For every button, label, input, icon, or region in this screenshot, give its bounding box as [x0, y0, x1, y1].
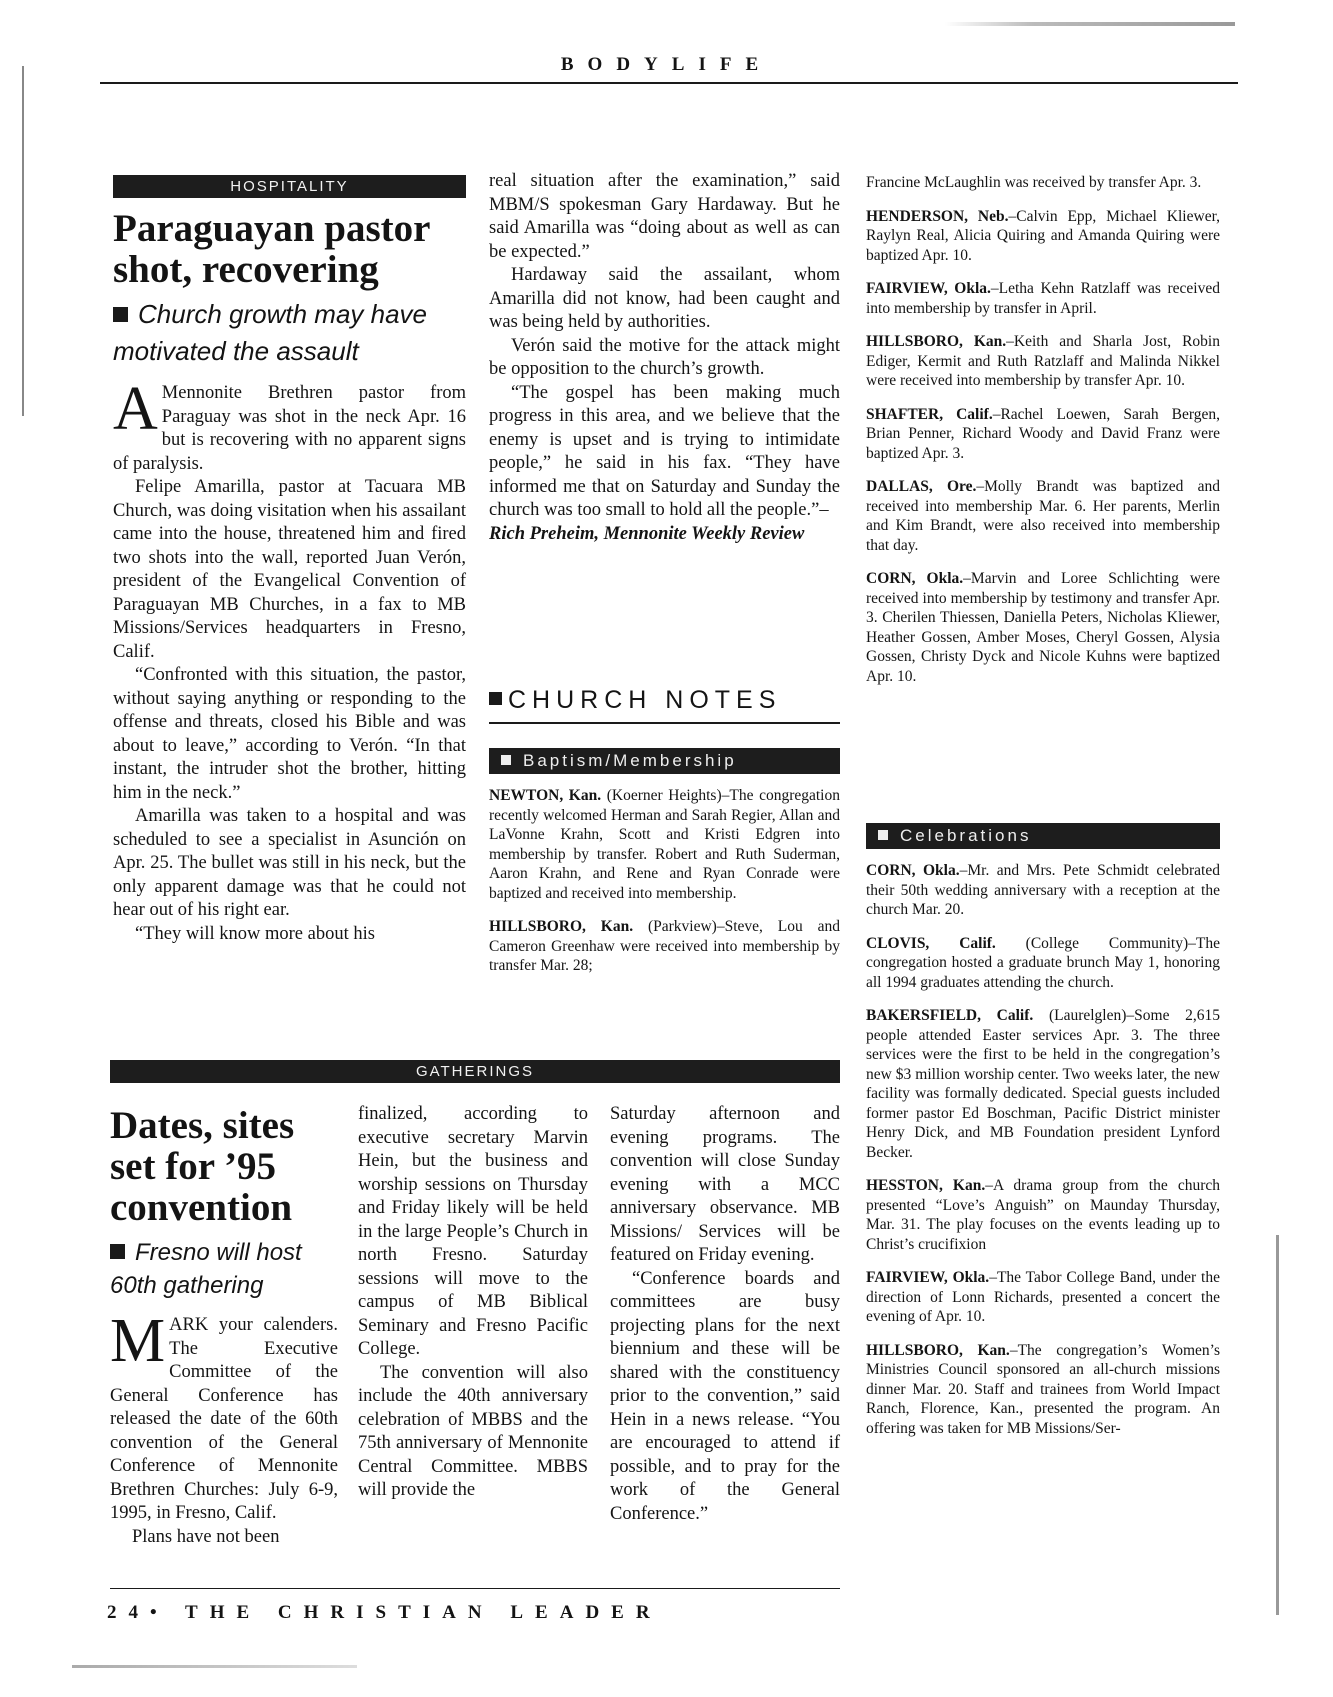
headline-line: shot, recovering — [113, 248, 379, 291]
paragraph: Saturday afternoon and evening programs. The convention will close Sunday evening with a MCC anniversary observance. MB Missions/ Services will be featured on Friday evening. — [610, 1104, 840, 1265]
paragraph: real situation after the examination,” said MBM/S spokesman Gary Hardaway. But he said Amarilla was “doing about as well as can be expected.” — [489, 171, 840, 262]
note-place: CORN, Okla. — [866, 862, 960, 879]
note-item — [866, 405, 1220, 464]
church-notes-heading — [489, 685, 840, 715]
note-text: (Parkview)–Steve, Lou and Cameron Greenhaw were received into membership by transfer Mar. 28; — [489, 918, 840, 974]
drop-cap: M — [110, 1307, 166, 1375]
bullet-square-icon — [489, 692, 502, 705]
scan-edge-bottom — [72, 1665, 357, 1668]
note-place: HESSTON, Kan. — [866, 1177, 986, 1194]
church-notes-title: CHURCH NOTES — [508, 686, 782, 714]
page-header-title: BODYLIFE — [560, 54, 773, 75]
story1-body — [113, 375, 466, 946]
subsection-title: Baptism/Membership — [523, 751, 737, 770]
scan-edge-right — [1276, 1235, 1279, 1615]
note-item: Francine McLaughlin was received by transfer Apr. 3. — [866, 174, 1202, 191]
note-place: NEWTON, Kan. — [489, 787, 602, 804]
paragraph: “The gospel has been making much progress in this area, and we believe that the enemy is upset and is trying to intimidate people,” he said in his fax. “They have informed me that on Saturday and Sunday the church was too small to hold all the people.”– — [489, 382, 840, 520]
note-item — [866, 861, 1220, 920]
note-item — [866, 934, 1220, 993]
note-item — [866, 1006, 1220, 1162]
story-hospitality-col2 — [489, 170, 840, 546]
subsection-bar-baptism — [489, 748, 840, 774]
note-item — [866, 332, 1220, 391]
deck-line: Church growth may have — [138, 299, 428, 329]
section-label-gatherings: GATHERINGS — [110, 1060, 840, 1083]
header-rule — [100, 82, 1238, 84]
headline-line: set for ’95 — [110, 1145, 277, 1188]
note-place: HENDERSON, Neb. — [866, 207, 1009, 225]
paragraph: Amarilla was taken to a hospital and was scheduled to see a specialist in Asunción on Apr. 25. The bullet was still in his neck, but the only apparent damage was that he could not hear out of his right ear. — [113, 806, 466, 920]
note-item — [489, 786, 840, 903]
bullet-square-icon — [110, 1244, 125, 1259]
note-place: FAIRVIEW, Okla. — [866, 1269, 990, 1286]
subsection-bar-celebrations — [866, 823, 1220, 849]
story-gatherings-col3 — [610, 1103, 840, 1526]
note-item — [866, 1268, 1220, 1327]
note-text: –Rachel Loewen, Sarah Bergen, Brian Penner, Richard Woody and David Franz were baptized Apr. 3. — [866, 405, 1220, 462]
story2-deck — [110, 1236, 338, 1302]
note-place: HILLSBORO, Kan. — [866, 1341, 1010, 1359]
story-gatherings-col1 — [110, 1105, 338, 1549]
lead-paragraph — [113, 375, 466, 476]
headline-line: Paraguayan pastor — [113, 207, 431, 250]
note-place: HILLSBORO, Kan. — [489, 918, 634, 935]
section-label-hospitality: HOSPITALITY — [113, 175, 466, 198]
deck-line: Fresno will host — [135, 1239, 302, 1266]
note-text: (Koerner Heights)–The congregation recently welcomed Herman and Sarah Regier, Allan and LaVonne Krahn, Scott and Kristi Edgren into membership by transfer. Robert and Ruth Suderman, Aaron Krahn, and Rene and Ryan Conrade were baptized and received into membership. — [489, 787, 840, 902]
paragraph: Hardaway said the assailant, whom Amarilla did not know, had been caught and was being held by authorities. — [489, 265, 840, 332]
bullet-square-icon — [113, 307, 128, 322]
scan-edge-left — [22, 66, 24, 416]
church-notes-col2 — [489, 786, 840, 990]
headline-line: Dates, sites — [110, 1104, 295, 1147]
note-text: –Calvin Epp, Michael Kliewer, Raylyn Real, Alicia Quiring and Amanda Quiring were baptized Apr. 10. — [866, 207, 1220, 264]
paragraph: “They will know more about his — [135, 923, 375, 944]
bullet-square-icon — [878, 830, 888, 840]
drop-cap: A — [113, 375, 158, 443]
note-text: –A drama group from the church presented “Love’s Anguish” on Maunday Thursday, Mar. 31. The play focuses on the events leading up to Christ’s crucifixion — [866, 1177, 1220, 1253]
story1-headline — [113, 208, 466, 290]
note-text: –Keith and Sharla Jost, Robin Ediger, Kermit and Ruth Ratzlaff and Malinda Nikkel were received into membership by transfer Apr. 10. — [866, 333, 1220, 389]
byline: Rich Preheim, Mennonite Weekly Review — [489, 523, 805, 544]
note-item — [866, 279, 1220, 318]
note-item — [866, 569, 1220, 686]
lead-paragraph — [110, 1307, 338, 1526]
story-hospitality-col1 — [113, 175, 466, 946]
paragraph-text: ARK your calenders. The Executive Committee of the General Conference has released the date of the 60th convention of the General Conference of Mennonite Brethren Churches: July 6-9, 1995, in Fresno, Calif. — [110, 1315, 338, 1523]
paragraph-text: Mennonite Brethren pastor from Paraguay was shot in the neck Apr. 16 but is recovering with no apparent signs of paralysis. — [113, 383, 466, 474]
paragraph: finalized, according to executive secretary Marvin Hein, but the business and worship sessions on Thursday and Friday likely will be held in the large People’s Church in north Fresno. Saturday sessions will move to the campus of MB Biblical Seminary and Fresno Pacific College. — [358, 1104, 588, 1359]
paragraph: Plans have not been — [132, 1526, 280, 1547]
note-text: –Molly Brandt was baptized and received into membership Mar. 6. Her parents, Merlin and Kim Brandt, were also received into membership that day. — [866, 478, 1220, 554]
story2-headline — [110, 1105, 338, 1228]
story2-body-col1 — [110, 1307, 338, 1549]
note-place: DALLAS, Ore. — [866, 478, 977, 495]
note-item — [866, 1176, 1220, 1254]
footer-rule — [110, 1588, 840, 1589]
paragraph: Felipe Amarilla, pastor at Tacuara MB Church, was doing visitation when his assailant came into the house, threatened him and fired two shots into the wall, reported Juan Verón, president of the Evangelical Convention of Paraguayan MB Churches, in a fax to MB Missions/Services headquarters in Fresno, Calif. — [113, 477, 466, 662]
deck-line: motivated the assault — [113, 336, 359, 366]
deck-line: 60th gathering — [110, 1272, 264, 1299]
church-notes-col3-celebrations — [866, 861, 1220, 1452]
note-text: –Letha Kehn Ratzlaff was received into membership by transfer in April. — [866, 280, 1220, 317]
paragraph: The convention will also include the 40th anniversary celebration of MBBS and the 75th anniversary of Mennonite Central Committee. MBBS will provide the — [358, 1362, 588, 1500]
note-place: FAIRVIEW, Okla. — [866, 280, 991, 297]
note-item — [489, 917, 840, 976]
note-text: –The congregation’s Women’s Ministries Council sponsored an all-church missions dinner Mar. 20. Staff and trainees from World Impact Ranch, Florence, Kan., presented the program. An offering was taken for MB Missions/Ser- — [866, 1341, 1220, 1437]
story-gatherings-col2 — [358, 1103, 588, 1503]
note-place: BAKERSFIELD, Calif. — [866, 1007, 1034, 1024]
paragraph: “Confronted with this situation, the pastor, without saying anything or responding to the offense and threats, closed his Bible and was about to leave,” according to Verón. “In that instant, the intruder shot the brother, hitting him in the neck.” — [113, 665, 466, 803]
note-item — [866, 207, 1220, 266]
subsection-title: Celebrations — [900, 826, 1032, 845]
bullet-square-icon — [501, 755, 511, 765]
note-place: CORN, Okla. — [866, 570, 964, 587]
note-item — [866, 477, 1220, 555]
note-item — [866, 1341, 1220, 1439]
story1-deck — [113, 296, 466, 370]
paragraph: Verón said the motive for the attack might be opposition to the church’s growth. — [489, 335, 840, 379]
note-text: (Laurelglen)–Some 2,615 people attended Easter services Apr. 3. The three services were the first to be held in the congregation’s new $3 million worship center. Two weeks later, the new facility was formally dedicated. Special guests included former pastor Ed Boschman, Pacific District minister Henry Dick, and MB Foundation president Lynford Becker. — [866, 1007, 1220, 1161]
scan-edge-top — [945, 22, 1235, 26]
headline-line: convention — [110, 1186, 293, 1229]
note-place: CLOVIS, Calif. — [866, 934, 996, 952]
paragraph: “Conference boards and committees are busy projecting plans for the next biennium and these will be shared with the constituency prior to the convention,” said Hein in a news release. “You are encouraged to attend if possible, and to pray for the work of the General Conference.” — [610, 1268, 840, 1524]
church-notes-col3-top — [866, 173, 1220, 700]
church-notes-rule — [489, 722, 840, 724]
note-text: –The Tabor College Band, under the direction of Lonn Richards, presented a concert the evening of Apr. 10. — [866, 1269, 1220, 1325]
note-place: HILLSBORO, Kan. — [866, 333, 1007, 350]
note-place: SHAFTER, Calif. — [866, 405, 993, 423]
page-footer: 24• THE CHRISTIAN LEADER — [107, 1602, 662, 1623]
note-text: –Mr. and Mrs. Pete Schmidt celebrated their 50th wedding anniversary with a reception at the church Mar. 20. — [866, 862, 1220, 918]
note-text: (College Community)–The congregation hosted a graduate brunch May 1, honoring all 1994 graduates attending the church. — [866, 934, 1221, 991]
note-text: –Marvin and Loree Schlichting were received into membership by testimony and transfer Apr. 3. Cherilen Thiessen, Daniella Peters, Nicholas Kliewer, Heather Gossen, Amber Moses, Cheryl Gossen, Alysia Gossen, Christy Dyck and Nicole Kuhns were baptized Apr. 10. — [866, 570, 1220, 685]
